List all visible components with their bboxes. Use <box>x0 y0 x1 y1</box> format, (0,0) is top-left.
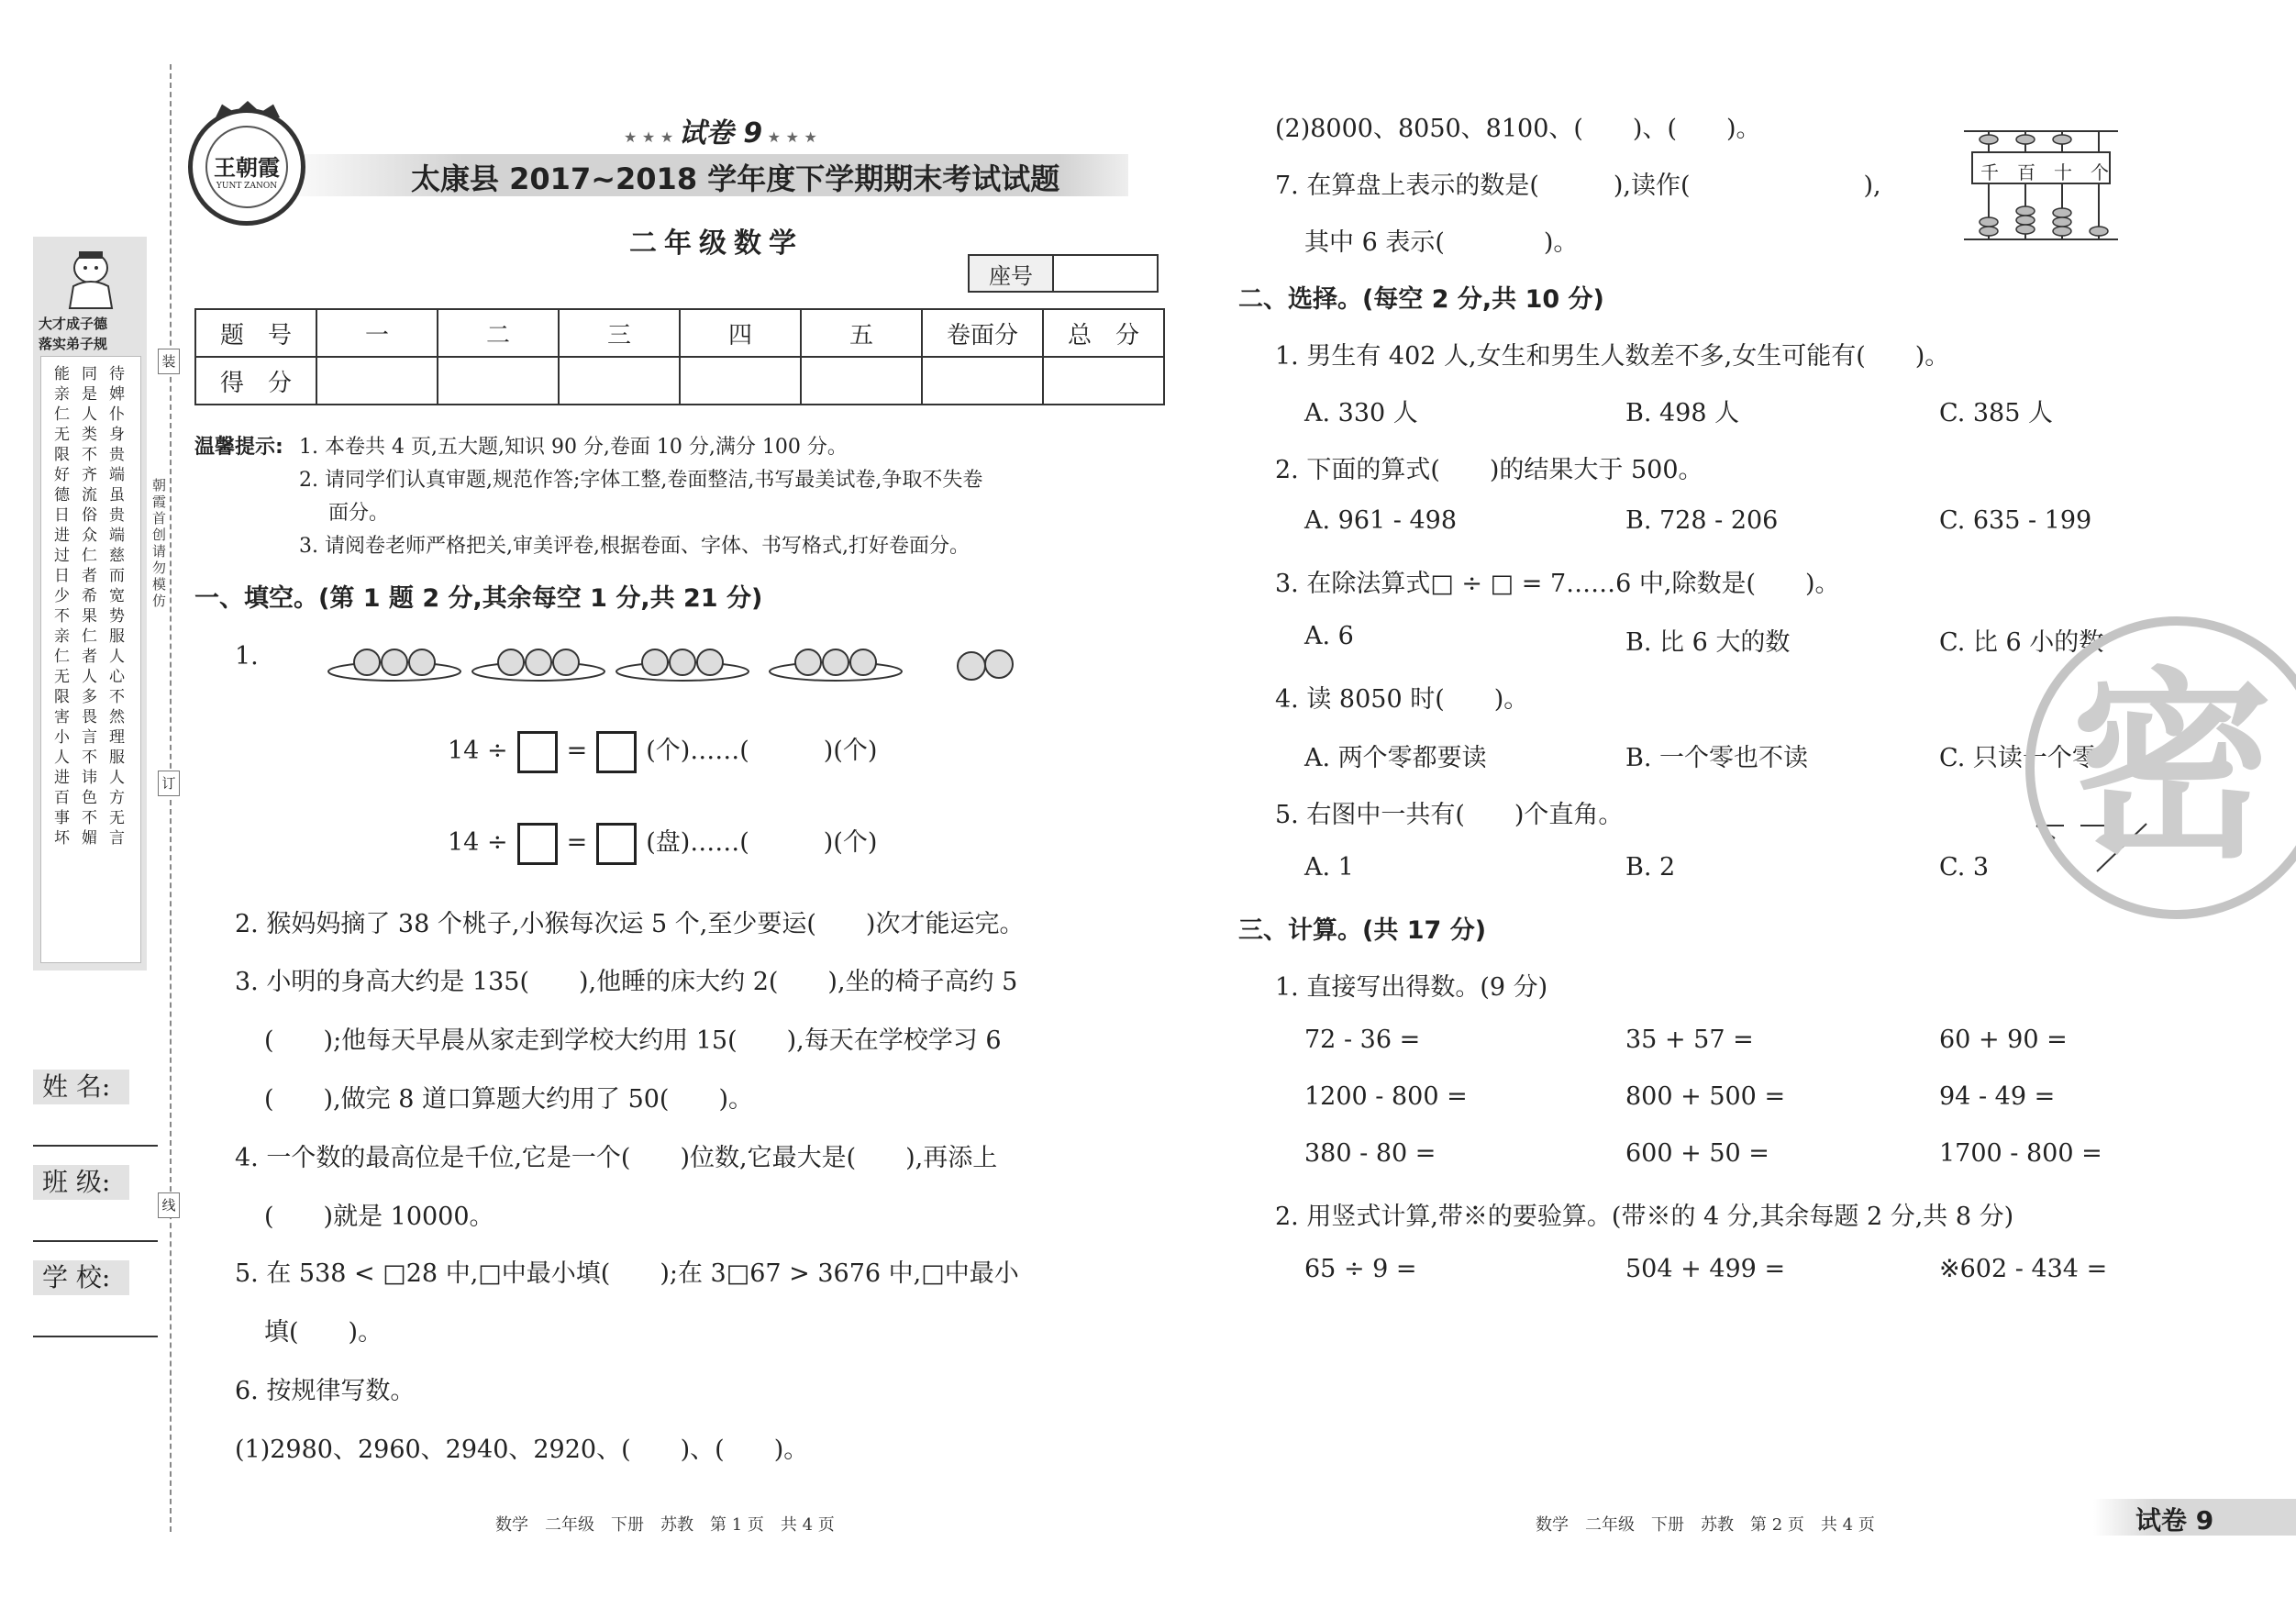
question: 4. 一个数的最高位是千位,它是一个( )位数,它最大是( ),再添上 <box>235 1144 998 1172</box>
answer-box[interactable] <box>596 731 637 773</box>
class-label: 班 级: <box>33 1165 129 1200</box>
cut-mark: 线 <box>158 1192 180 1218</box>
seat-number-box <box>968 254 1159 293</box>
option-c: C. 3 <box>1939 853 1990 882</box>
motto-title-1: 大才成子德 <box>39 316 108 332</box>
page-footer: 数学 二年级 下册 苏教 第 2 页 共 4 页 <box>1536 1515 1875 1535</box>
choice-question: 3. 在除法算式□ ÷ □ = 7……6 中,除数是( )。 <box>1275 570 1840 598</box>
question: 3. 小明的身高大约是 135( ),他睡的床大约 2( ),坐的椅子高约 5 <box>235 968 1018 996</box>
option-b: B. 498 人 <box>1625 399 1740 427</box>
score-cell[interactable] <box>801 357 922 405</box>
table-header: 总 分 <box>1043 309 1164 357</box>
option-a: A. 两个零都要读 <box>1304 744 1487 772</box>
question: 2. 用竖式计算,带※的要验算。(带※的 4 分,其余每题 2 分,共 8 分) <box>1275 1203 2014 1231</box>
section-2-title: 二、选择。(每空 2 分,共 10 分) <box>1238 285 1604 314</box>
option-b: B. 2 <box>1625 853 1676 882</box>
answer-box[interactable] <box>517 823 558 865</box>
oral-problem: 72 - 36 = <box>1304 1026 1421 1054</box>
oral-problem: 800 + 500 = <box>1625 1082 1786 1111</box>
motto-column: 同是人 类不齐 流俗众 仁者希 果仁者 人多畏 言不讳 色不媚 <box>82 365 113 848</box>
answer-box[interactable] <box>517 731 558 773</box>
side-motto-panel <box>33 237 147 970</box>
question: 6. 按规律写数。 <box>235 1377 416 1405</box>
table-header: 三 <box>559 309 680 357</box>
option-c: C. 只读一个零 <box>1939 744 2097 772</box>
logo-text: 王朝霞 <box>214 154 280 181</box>
abacus-figure <box>1963 127 2119 244</box>
option-c: C. 比 6 小的数 <box>1939 628 2104 657</box>
motto-column: 能亲仁 无限好 德日进 过日少 不亲仁 无限害 小人进 百事坏 <box>54 365 85 848</box>
section-1-title: 一、填空。(第 1 题 2 分,其余每空 1 分,共 21 分) <box>194 584 763 613</box>
table-row-label: 得 分 <box>195 357 316 405</box>
logo-subtext: YUNT ZANON <box>216 182 278 191</box>
cut-mark: 订 <box>158 771 180 796</box>
option-a: A. 6 <box>1304 622 1354 650</box>
motto-box <box>40 356 141 963</box>
question: ( )就是 10000。 <box>264 1203 494 1231</box>
seat-number-field[interactable] <box>1053 255 1158 292</box>
page-footer: 数学 二年级 下册 苏教 第 1 页 共 4 页 <box>495 1515 835 1535</box>
equation-row: 14 ÷ = (盘)……( )(个) <box>448 822 877 865</box>
choice-question: 4. 读 8050 时( )。 <box>1275 685 1529 714</box>
question: 1. 直接写出得数。(9 分) <box>1275 973 1548 1002</box>
question: 其中 6 表示( )。 <box>1304 228 1579 257</box>
abacus-label: 个 <box>2091 161 2109 183</box>
section-3-title: 三、计算。(共 17 分) <box>1238 916 1487 945</box>
score-table <box>194 308 1165 405</box>
table-header: 五 <box>801 309 922 357</box>
option-c: C. 635 - 199 <box>1939 506 2092 535</box>
abacus-label: 十 <box>2054 161 2072 183</box>
option-a: A. 330 人 <box>1304 399 1418 427</box>
oral-problem: 35 + 57 = <box>1625 1026 1754 1054</box>
question: (2)8000、8050、8100、( )、( )。 <box>1275 115 1761 143</box>
tips-label: 温馨提示: <box>194 436 283 459</box>
binding-cut-line <box>170 64 172 1532</box>
oral-problem: 1700 - 800 = <box>1939 1139 2102 1168</box>
vertical-problem: ※602 - 434 = <box>1939 1255 2108 1283</box>
answer-box[interactable] <box>596 823 637 865</box>
table-header: 一 <box>316 309 438 357</box>
abacus-frame <box>1963 127 2119 244</box>
name-label: 姓 名: <box>33 1070 129 1104</box>
question: ( ),做完 8 道口算题大约用了 50( )。 <box>264 1085 753 1114</box>
motto-column: 待婢仆 身贵端 虽贵端 慈而宽 势服人 心不然 理服人 方无言 <box>109 365 140 848</box>
oral-problem: 600 + 50 = <box>1625 1139 1769 1168</box>
question: ( );他每天早晨从家走到学校大约用 15( ),每天在学校学习 6 <box>264 1026 1002 1055</box>
oral-problem: 94 - 49 = <box>1939 1082 2056 1111</box>
stamp-character: 密 <box>2071 650 2274 885</box>
exam-title: 太康县 2017~2018 学年度下学期期末考试试题 <box>411 161 1060 196</box>
copyright-note: 朝霞首创 请勿模仿 <box>152 477 181 609</box>
score-cell[interactable] <box>1043 357 1164 405</box>
choice-question: 2. 下面的算式( )的结果大于 500。 <box>1275 456 1703 484</box>
oral-problem: 60 + 90 = <box>1939 1026 2068 1054</box>
school-field[interactable] <box>33 1336 158 1337</box>
question: 7. 在算盘上表示的数是( ),读作( ), <box>1275 172 1881 200</box>
score-cell[interactable] <box>922 357 1043 405</box>
tip-line: 面分。 <box>328 502 390 525</box>
abacus-label: 百 <box>2017 161 2035 183</box>
cut-mark: 装 <box>158 349 180 374</box>
table-header: 二 <box>438 309 559 357</box>
brand-logo <box>188 108 305 226</box>
subject-title: 二年级数学 <box>629 227 804 260</box>
vertical-problem: 65 ÷ 9 = <box>1304 1255 1417 1283</box>
paper-number: ★ ★ ★ 试卷 9 ★ ★ ★ <box>624 117 817 150</box>
question: 填( )。 <box>264 1318 383 1347</box>
equation-row: 14 ÷ = (个)……( )(个) <box>448 730 877 773</box>
question: 5. 在 538 < □28 中,□中最小填( );在 3□67 > 3676 中,□中最小 <box>235 1259 1019 1288</box>
score-cell[interactable] <box>680 357 801 405</box>
cartoon-boy-icon <box>61 246 121 310</box>
tip-line: 2. 请同学们认真审题,规范作答;字体工整,卷面整洁,书写最美试卷,争取不失卷 <box>299 469 983 492</box>
option-a: A. 961 - 498 <box>1304 506 1458 535</box>
apple-plates-illustration <box>326 631 1041 686</box>
school-label: 学 校: <box>33 1260 129 1295</box>
tip-line: 3. 请阅卷老师严格把关,审美评卷,根据卷面、字体、书写格式,打好卷面分。 <box>299 535 970 558</box>
question: 2. 猴妈妈摘了 38 个桃子,小猴每次运 5 个,至少要运( )次才能运完。 <box>235 910 1025 938</box>
question: (1)2980、2960、2940、2920、( )、( )。 <box>235 1436 809 1464</box>
abacus-label: 千 <box>1980 161 1999 183</box>
class-field[interactable] <box>33 1240 158 1242</box>
option-b: B. 比 6 大的数 <box>1625 628 1791 657</box>
option-b: B. 728 - 206 <box>1625 506 1779 535</box>
option-c: C. 385 人 <box>1939 399 2053 427</box>
motto-title-2: 落实弟子规 <box>39 336 108 352</box>
oral-problem: 380 - 80 = <box>1304 1139 1436 1168</box>
tip-line: 1. 本卷共 4 页,五大题,知识 90 分,卷面 10 分,满分 100 分。 <box>299 436 848 459</box>
paper-tag: 试卷 9 <box>2135 1505 2214 1536</box>
choice-question: 5. 右图中一共有( )个直角。 <box>1275 801 1624 829</box>
table-header: 卷面分 <box>922 309 1043 357</box>
table-header: 四 <box>680 309 801 357</box>
oral-problem: 1200 - 800 = <box>1304 1082 1468 1111</box>
option-a: A. 1 <box>1304 853 1354 882</box>
score-cell[interactable] <box>438 357 559 405</box>
name-field[interactable] <box>33 1145 158 1147</box>
vertical-problem: 504 + 499 = <box>1625 1255 1786 1283</box>
score-cell[interactable] <box>316 357 438 405</box>
option-b: B. 一个零也不读 <box>1625 744 1809 772</box>
seat-label: 座号 <box>969 255 1053 292</box>
question-number: 1. <box>235 642 259 671</box>
score-cell[interactable] <box>559 357 680 405</box>
table-header: 题 号 <box>195 309 316 357</box>
choice-question: 1. 男生有 402 人,女生和男生人数差不多,女生可能有( )。 <box>1275 342 1950 371</box>
